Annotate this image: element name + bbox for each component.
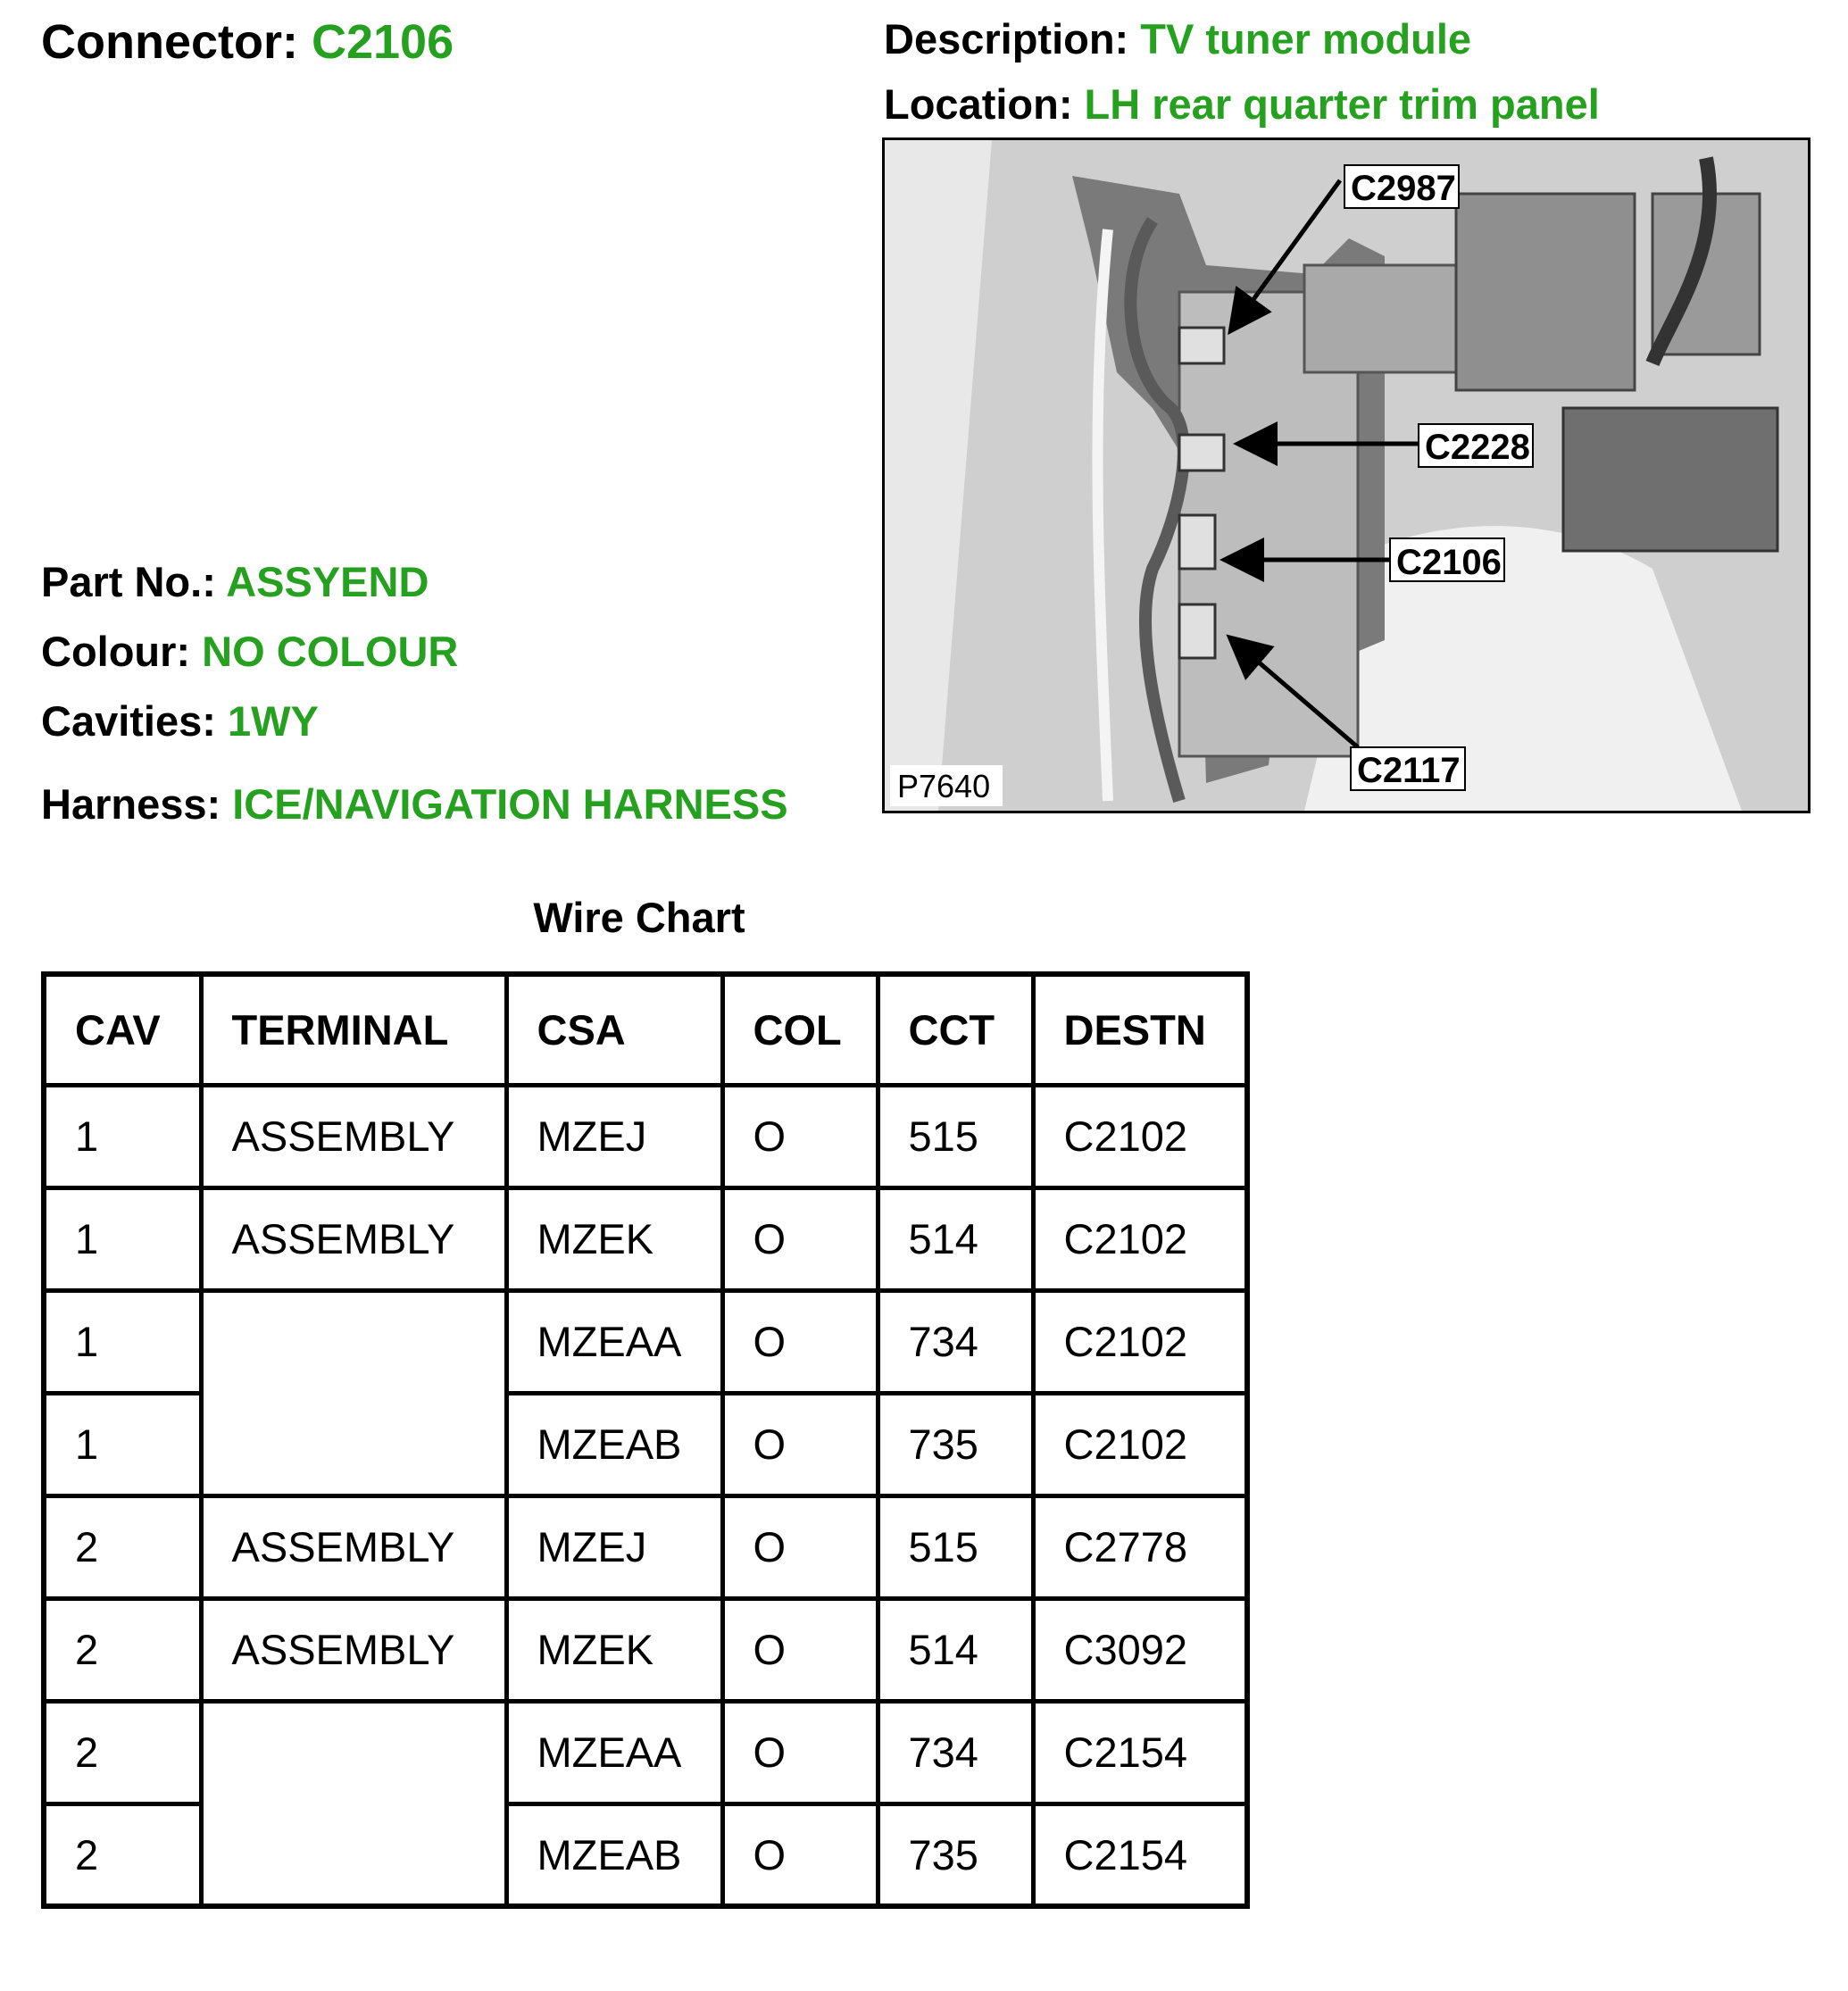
location-photo bbox=[882, 137, 1811, 813]
callout-c2987: C2987 bbox=[1351, 169, 1456, 208]
cell-destn: C2154 bbox=[1033, 1804, 1247, 1906]
table-row bbox=[44, 1187, 1247, 1290]
cell-destn: C2102 bbox=[1033, 1085, 1247, 1187]
colour-label: Colour: bbox=[41, 628, 191, 675]
cell-terminal-merged bbox=[201, 1290, 506, 1495]
cell-csa: MZEAB bbox=[506, 1393, 722, 1495]
location-label: Location: bbox=[884, 80, 1073, 128]
cell-cav: 1 bbox=[44, 1290, 201, 1393]
cell-cct: 734 bbox=[878, 1701, 1033, 1804]
cell-cct: 514 bbox=[878, 1598, 1033, 1701]
cell-cct: 735 bbox=[878, 1804, 1033, 1906]
cell-csa: MZEJ bbox=[506, 1085, 722, 1187]
cell-cav: 2 bbox=[44, 1701, 201, 1804]
header-terminal: TERMINAL bbox=[201, 974, 506, 1085]
part-number-label: Part No.: bbox=[41, 558, 216, 605]
harness-label: Harness: bbox=[41, 780, 221, 828]
cell-destn: C2102 bbox=[1033, 1187, 1247, 1290]
cell-terminal: ASSEMBLY bbox=[201, 1598, 506, 1701]
cell-destn: C3092 bbox=[1033, 1598, 1247, 1701]
cell-csa: MZEAA bbox=[506, 1701, 722, 1804]
description-value: TV tuner module bbox=[1140, 15, 1472, 62]
description-field bbox=[884, 15, 1472, 62]
table-row bbox=[44, 1495, 1247, 1598]
cell-col: O bbox=[722, 1290, 878, 1393]
callout-c2117: C2117 bbox=[1357, 751, 1461, 790]
location-value: LH rear quarter trim panel bbox=[1084, 80, 1600, 128]
wire-chart-title: Wire Chart bbox=[533, 894, 745, 941]
header-destn: DESTN bbox=[1033, 974, 1247, 1085]
table-row bbox=[44, 1290, 1247, 1393]
cell-cct: 514 bbox=[878, 1187, 1033, 1290]
cell-terminal: ASSEMBLY bbox=[201, 1187, 506, 1290]
header-cct: CCT bbox=[878, 974, 1033, 1085]
cell-col: O bbox=[722, 1085, 878, 1187]
cell-col: O bbox=[722, 1495, 878, 1598]
cell-cct: 515 bbox=[878, 1495, 1033, 1598]
cell-col: O bbox=[722, 1598, 878, 1701]
cell-cav: 1 bbox=[44, 1393, 201, 1495]
header-cav: CAV bbox=[44, 974, 201, 1085]
cell-destn: C2154 bbox=[1033, 1701, 1247, 1804]
header-col: COL bbox=[722, 974, 878, 1085]
table-header-row bbox=[44, 974, 1247, 1085]
cell-cav: 2 bbox=[44, 1598, 201, 1701]
table-row bbox=[44, 1598, 1247, 1701]
cell-cav: 1 bbox=[44, 1085, 201, 1187]
part-number-value: ASSYEND bbox=[226, 558, 429, 605]
connector-value: C2106 bbox=[312, 15, 454, 69]
cell-cav: 1 bbox=[44, 1187, 201, 1290]
connector-field bbox=[41, 15, 454, 69]
callout-c2106: C2106 bbox=[1396, 543, 1502, 582]
colour-field bbox=[41, 628, 459, 675]
table-row bbox=[44, 1085, 1247, 1187]
cavities-field bbox=[41, 697, 319, 745]
cell-destn: C2102 bbox=[1033, 1290, 1247, 1393]
cell-terminal: ASSEMBLY bbox=[201, 1085, 506, 1187]
location-photo-drawing bbox=[885, 140, 1808, 811]
description-label: Description: bbox=[884, 15, 1129, 62]
cell-destn: C2778 bbox=[1033, 1495, 1247, 1598]
photo-id: P7640 bbox=[897, 768, 991, 804]
location-field bbox=[884, 80, 1600, 128]
callout-c2228: C2228 bbox=[1425, 428, 1530, 467]
cell-terminal: ASSEMBLY bbox=[201, 1495, 506, 1598]
cell-destn: C2102 bbox=[1033, 1393, 1247, 1495]
cell-cct: 734 bbox=[878, 1290, 1033, 1393]
cell-cav: 2 bbox=[44, 1804, 201, 1906]
cavities-label: Cavities: bbox=[41, 697, 216, 745]
cell-cav: 2 bbox=[44, 1495, 201, 1598]
cell-csa: MZEJ bbox=[506, 1495, 722, 1598]
cell-terminal-merged bbox=[201, 1701, 506, 1906]
header-csa: CSA bbox=[506, 974, 722, 1085]
cell-csa: MZEK bbox=[506, 1187, 722, 1290]
cell-csa: MZEAB bbox=[506, 1804, 722, 1906]
cell-col: O bbox=[722, 1804, 878, 1906]
cell-col: O bbox=[722, 1393, 878, 1495]
cell-col: O bbox=[722, 1187, 878, 1290]
colour-value: NO COLOUR bbox=[202, 628, 459, 675]
cell-csa: MZEAA bbox=[506, 1290, 722, 1393]
cell-cct: 735 bbox=[878, 1393, 1033, 1495]
cell-csa: MZEK bbox=[506, 1598, 722, 1701]
cell-col: O bbox=[722, 1701, 878, 1804]
part-number-field bbox=[41, 558, 429, 605]
table-row bbox=[44, 1701, 1247, 1804]
connector-label: Connector: bbox=[41, 15, 298, 69]
cell-cct: 515 bbox=[878, 1085, 1033, 1187]
wire-chart-table bbox=[41, 971, 1250, 1909]
harness-field bbox=[41, 780, 788, 828]
cavities-value: 1WY bbox=[227, 697, 319, 745]
harness-value: ICE/NAVIGATION HARNESS bbox=[232, 780, 788, 828]
